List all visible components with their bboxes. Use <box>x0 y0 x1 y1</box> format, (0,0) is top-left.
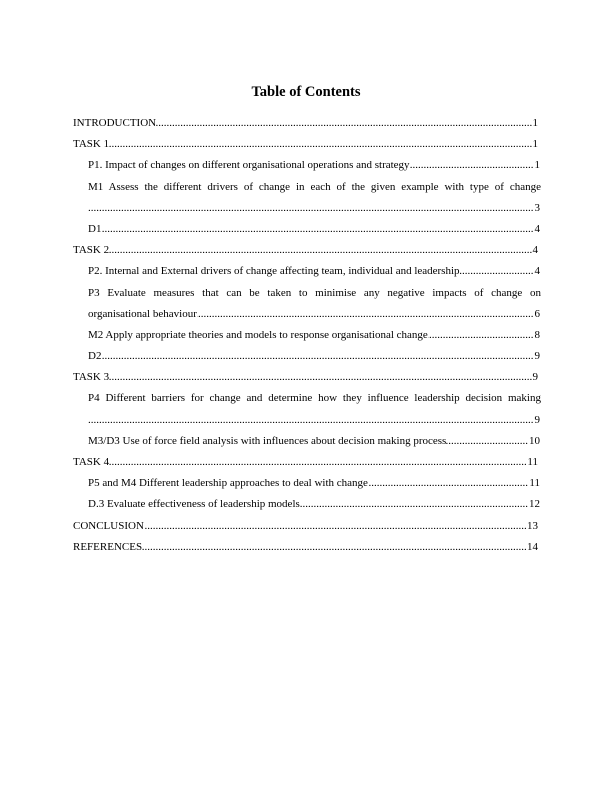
toc-entry-label: M2 Apply appropriate theories and models to response organisational change <box>88 328 428 341</box>
toc-page-number: 4 <box>532 240 539 261</box>
toc-page-number: 4 <box>534 261 541 282</box>
toc-page-number: 12 <box>528 494 540 515</box>
toc-entry-text[interactable]: P4 Different barriers for change and determine how they influence leadership decision making <box>88 392 541 405</box>
toc-entry-label: organisational behaviour <box>88 307 197 320</box>
toc-entry[interactable] <box>73 219 540 240</box>
toc-page-number: 3 <box>534 198 541 219</box>
toc-entry-label: D.3 Evaluate effectiveness of leadership models <box>88 498 300 511</box>
toc-page-number: 9 <box>534 410 541 431</box>
toc-entry-label: INTRODUCTION <box>73 117 157 129</box>
toc-entry-label: TASK 1 <box>73 138 110 151</box>
toc-entry[interactable] <box>73 494 540 515</box>
leader-dots <box>73 240 538 261</box>
leader-dots <box>88 410 540 431</box>
leader-dots <box>73 452 538 473</box>
toc-entry-label: TASK 2 <box>73 244 110 257</box>
leader-dots <box>88 198 540 219</box>
toc-entry[interactable] <box>73 410 540 431</box>
toc-entry[interactable] <box>73 367 538 388</box>
toc-page-number: 13 <box>526 516 538 537</box>
toc-entry-label: CONCLUSION <box>73 519 144 532</box>
toc-entry[interactable] <box>73 198 540 219</box>
toc-entry-label: P2. Internal and External drivers of change affecting team, individual and leadership <box>88 265 460 278</box>
toc-page-number: 14 <box>526 537 538 558</box>
toc-entry[interactable] <box>73 537 538 558</box>
toc-entry[interactable] <box>73 473 540 494</box>
toc-entry-label: M3/D3 Use of force field analysis with influences about decision making process <box>88 434 447 447</box>
toc-entry-label: P1. Impact of changes on different organisational operations and strategy <box>88 159 410 172</box>
toc-entry[interactable] <box>73 113 538 134</box>
toc-entry-label: D2 <box>88 350 102 363</box>
toc-entry[interactable] <box>73 452 538 473</box>
leader-dots <box>73 134 538 155</box>
leader-dots <box>73 537 538 558</box>
toc-page-number: 1 <box>532 134 539 155</box>
toc-page-number: 6 <box>534 304 541 325</box>
toc-entry[interactable] <box>73 325 540 346</box>
toc-page-number: 9 <box>532 367 539 388</box>
toc-entry[interactable] <box>73 261 540 282</box>
toc-entry-label: P5 and M4 Different leadership approaches to deal with change <box>88 477 368 490</box>
leader-dots <box>88 346 540 367</box>
toc-entry-label: TASK 3 <box>73 371 110 384</box>
toc-entry-label: D1 <box>88 222 102 235</box>
toc-entry[interactable] <box>73 431 540 452</box>
leader-dots <box>73 367 538 388</box>
toc-entry[interactable] <box>73 516 538 537</box>
toc-entry[interactable] <box>73 240 538 261</box>
toc-entry-label: TASK 4 <box>73 456 110 468</box>
toc-page-number: 4 <box>534 219 541 240</box>
toc-list <box>73 113 541 558</box>
toc-page-number: 11 <box>526 452 538 473</box>
toc-entry[interactable] <box>73 346 540 367</box>
toc-page-number: 8 <box>534 325 541 346</box>
toc-page-number: 1 <box>532 113 539 134</box>
leader-dots <box>88 219 540 240</box>
toc-page-number: 11 <box>528 473 540 494</box>
toc-entry[interactable] <box>73 304 540 325</box>
toc-entry[interactable] <box>73 155 540 176</box>
toc-entry[interactable] <box>73 134 538 155</box>
toc-page-number: 9 <box>534 346 541 367</box>
toc-page-number: 1 <box>534 155 541 176</box>
toc-entry-text[interactable]: P3 Evaluate measures that can be taken to minimise any negative impacts of change on <box>88 286 541 299</box>
toc-page-number: 10 <box>528 431 540 452</box>
toc-entry-label: REFERENCES <box>73 540 143 553</box>
toc-title: Table of Contents <box>251 84 361 100</box>
toc-entry-text[interactable]: M1 Assess the different drivers of change in each of the given example with type of change <box>88 180 541 193</box>
